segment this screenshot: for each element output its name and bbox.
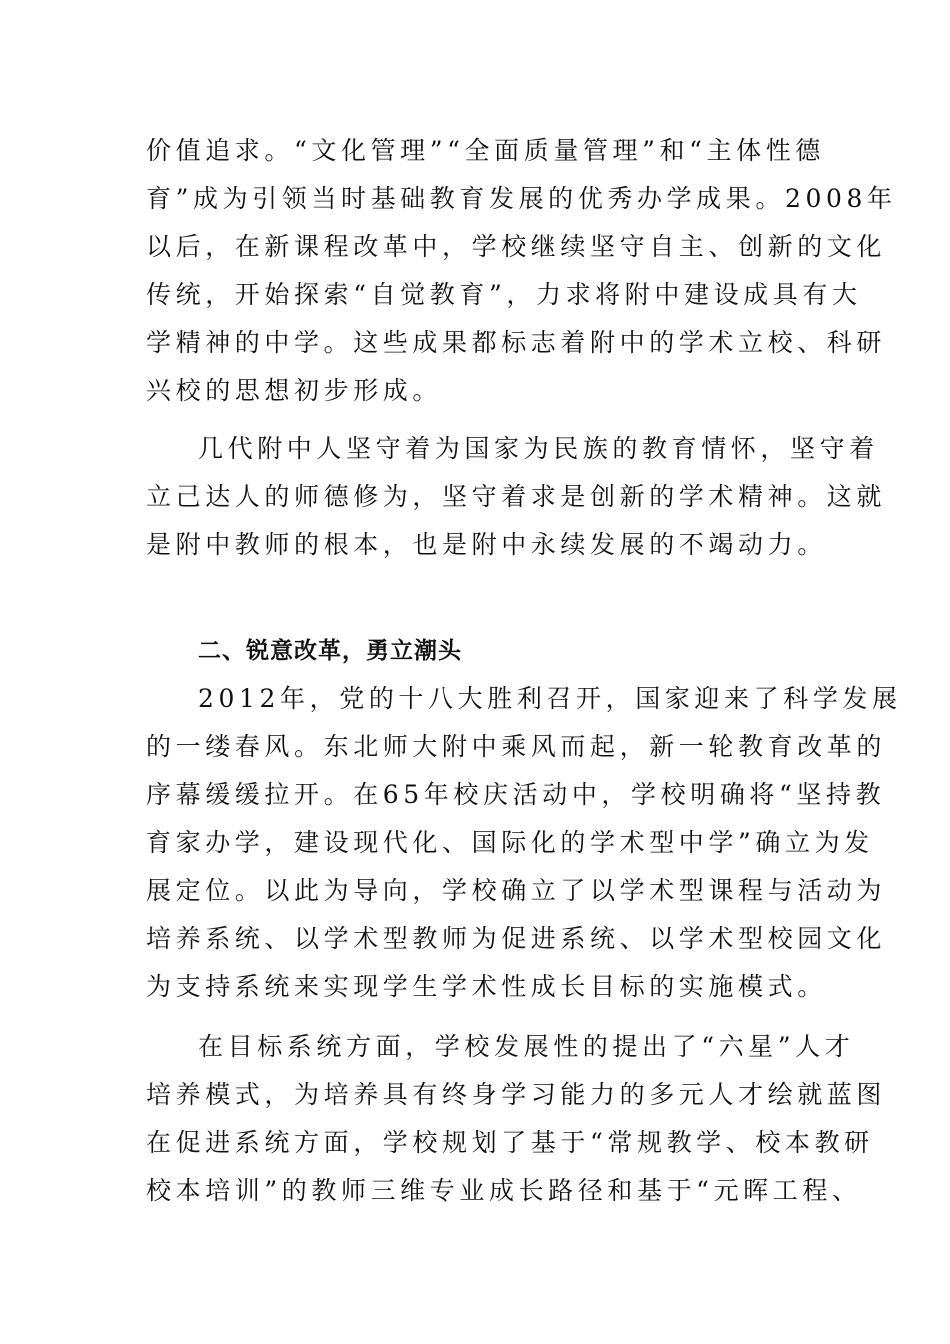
text-line: 校本培训”的教师三维专业成长路径和基于“元晖工程、 (146, 1176, 862, 1205)
text-line: 为支持系统来实现学生学术性成长目标的实施模式。 (146, 972, 827, 1001)
text-line: 价值追求。“文化管理”“全面质量管理”和“主体性德 (146, 136, 825, 165)
paragraph-1 (146, 127, 897, 415)
text-line: 立己达人的师德修为，坚守着求是创新的学术精神。这就 (146, 482, 887, 511)
text-line: 展定位。以此为导向，学校确立了以学术型课程与活动为 (146, 876, 887, 905)
text-line: 育”成为引领当时基础教育发展的优秀办学成果。2008年 (146, 184, 897, 213)
text-line: 育家办学，建设现代化、国际化的学术型中学”确立为发 (146, 828, 874, 857)
text-line: 在目标系统方面，学校发展性的提出了“六星”人才 (198, 1032, 855, 1061)
paragraph-4 (146, 1023, 887, 1215)
paragraph-3 (146, 675, 902, 1011)
text-line: 兴校的思想初步形成。 (146, 376, 443, 405)
text-line: 是附中教师的根本，也是附中永续发展的不竭动力。 (146, 530, 827, 559)
text-line: 培养模式，为培养具有终身学习能力的多元人才绘就蓝图 (146, 1080, 887, 1109)
text-line: 以后，在新课程改革中，学校继续坚守自主、创新的文化 (146, 232, 887, 261)
text-line: 2012年，党的十八大胜利召开，国家迎来了科学发展 (198, 684, 902, 713)
text-line: 培养系统、以学术型教师为促进系统、以学术型校园文化 (146, 924, 887, 953)
paragraph-2 (146, 425, 887, 569)
text-line: 学精神的中学。这些成果都标志着附中的学术立校、科研 (146, 328, 887, 357)
section-heading: 二、锐意改革，勇立潮头 (198, 638, 462, 664)
text-line: 传统，开始探索“自觉教育”，力求将附中建设成具有大 (146, 280, 862, 309)
text-line: 的一缕春风。东北师大附中乘风而起，新一轮教育改革的 (146, 732, 887, 761)
text-line: 序幕缓缓拉开。在65年校庆活动中，学校明确将“坚持教 (146, 780, 886, 809)
text-line: 几代附中人坚守着为国家为民族的教育情怀，坚守着 (198, 434, 879, 463)
text-line: 在促进系统方面，学校规划了基于“常规教学、校本教研 (146, 1128, 874, 1157)
